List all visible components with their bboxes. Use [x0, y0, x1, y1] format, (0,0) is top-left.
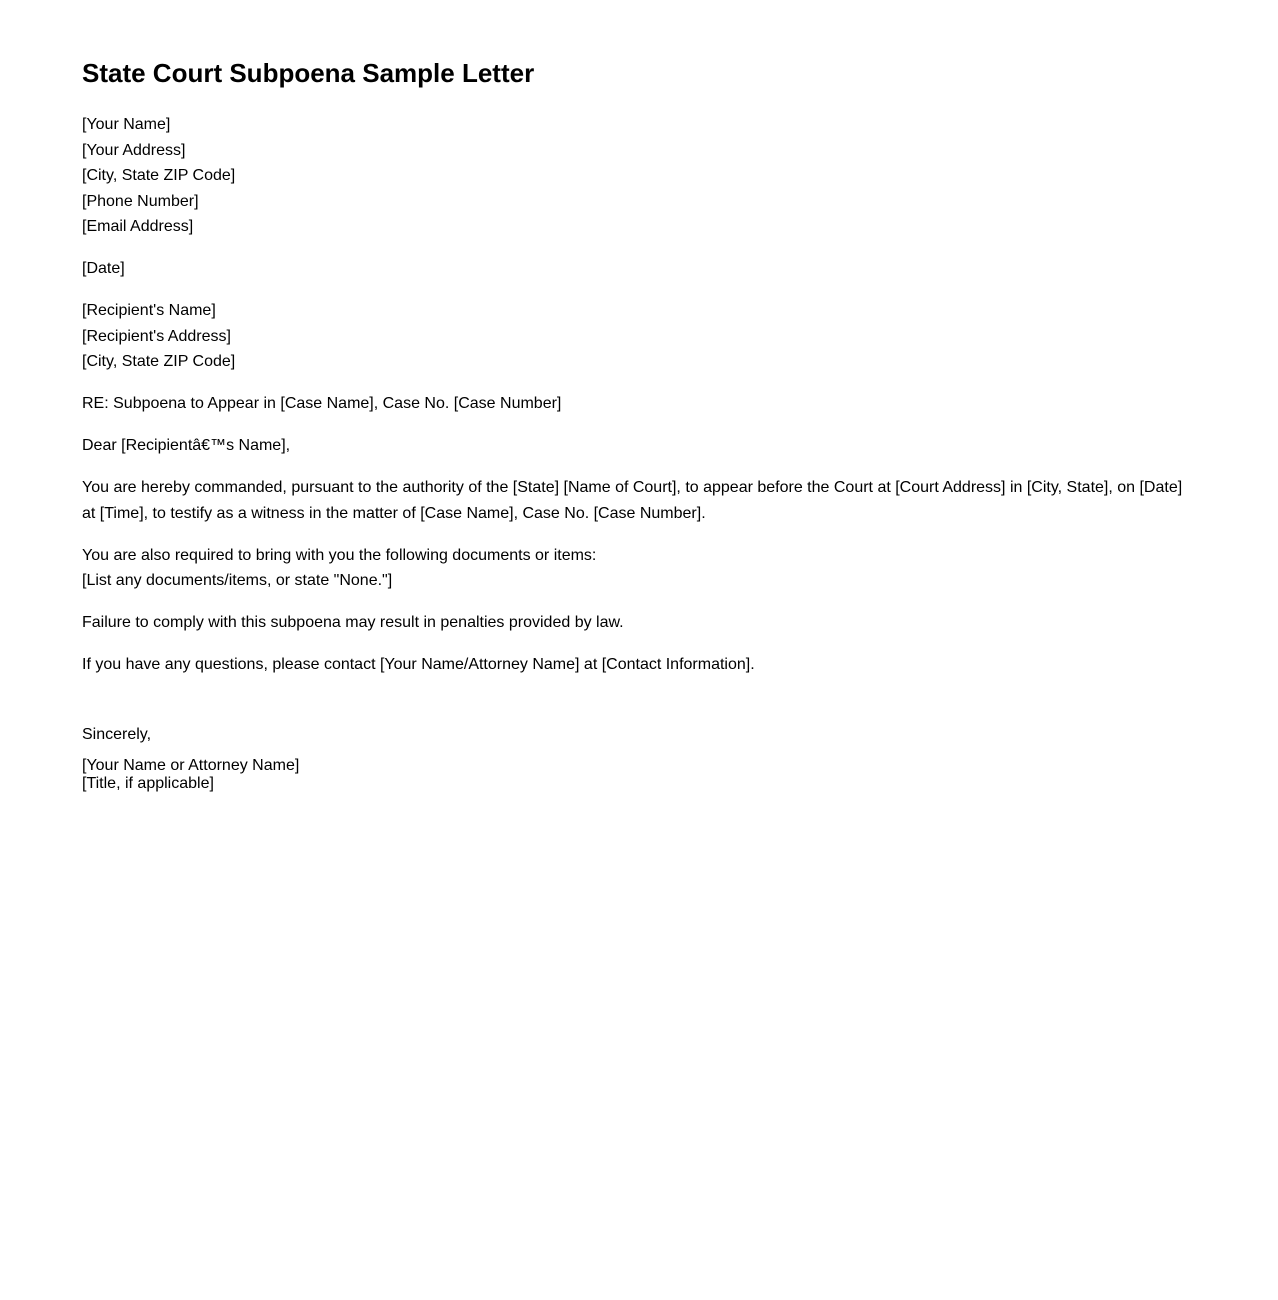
signature-block	[82, 757, 1192, 793]
contact-paragraph: If you have any questions, please contact [Your Name/Attorney Name] at [Contact Information].	[82, 656, 755, 673]
salutation: Dear [Recipientâ€™s Name],	[82, 437, 291, 454]
documents-paragraph	[82, 543, 1192, 594]
closing: Sincerely,	[82, 725, 152, 743]
signature-title: [Title, if applicable]	[82, 775, 214, 792]
sender-address: [Your Address]	[82, 141, 186, 159]
documents-list: [List any documents/items, or state "None."]	[82, 572, 393, 589]
signature-name: [Your Name or Attorney Name]	[82, 757, 300, 774]
letter-date: [Date]	[82, 260, 125, 277]
sender-address-block	[82, 112, 1192, 240]
command-paragraph: You are hereby commanded, pursuant to the authority of the [State] [Name of Court], to appear before the Court at [Court Address] in [City, State], on [Date] at [Time], to testify as a witness in the matter of [Case Name], Case No. [Case Number].	[82, 479, 1183, 522]
recipient-address: [Recipient's Address]	[82, 327, 231, 345]
recipient-city-state-zip: [City, State ZIP Code]	[82, 353, 236, 370]
sender-email: [Email Address]	[82, 218, 194, 235]
documents-intro: You are also required to bring with you the following documents or items:	[82, 546, 597, 564]
letter-document	[82, 56, 1192, 810]
penalty-paragraph: Failure to comply with this subpoena may result in penalties provided by law.	[82, 614, 624, 631]
recipient-name: [Recipient's Name]	[82, 302, 216, 319]
sender-city-state-zip: [City, State ZIP Code]	[82, 167, 236, 184]
sender-phone: [Phone Number]	[82, 192, 199, 210]
recipient-address-block	[82, 298, 1192, 375]
re-line: RE: Subpoena to Appear in [Case Name], Case No. [Case Number]	[82, 395, 562, 412]
page-title: State Court Subpoena Sample Letter	[82, 58, 535, 88]
sender-name: [Your Name]	[82, 116, 171, 133]
